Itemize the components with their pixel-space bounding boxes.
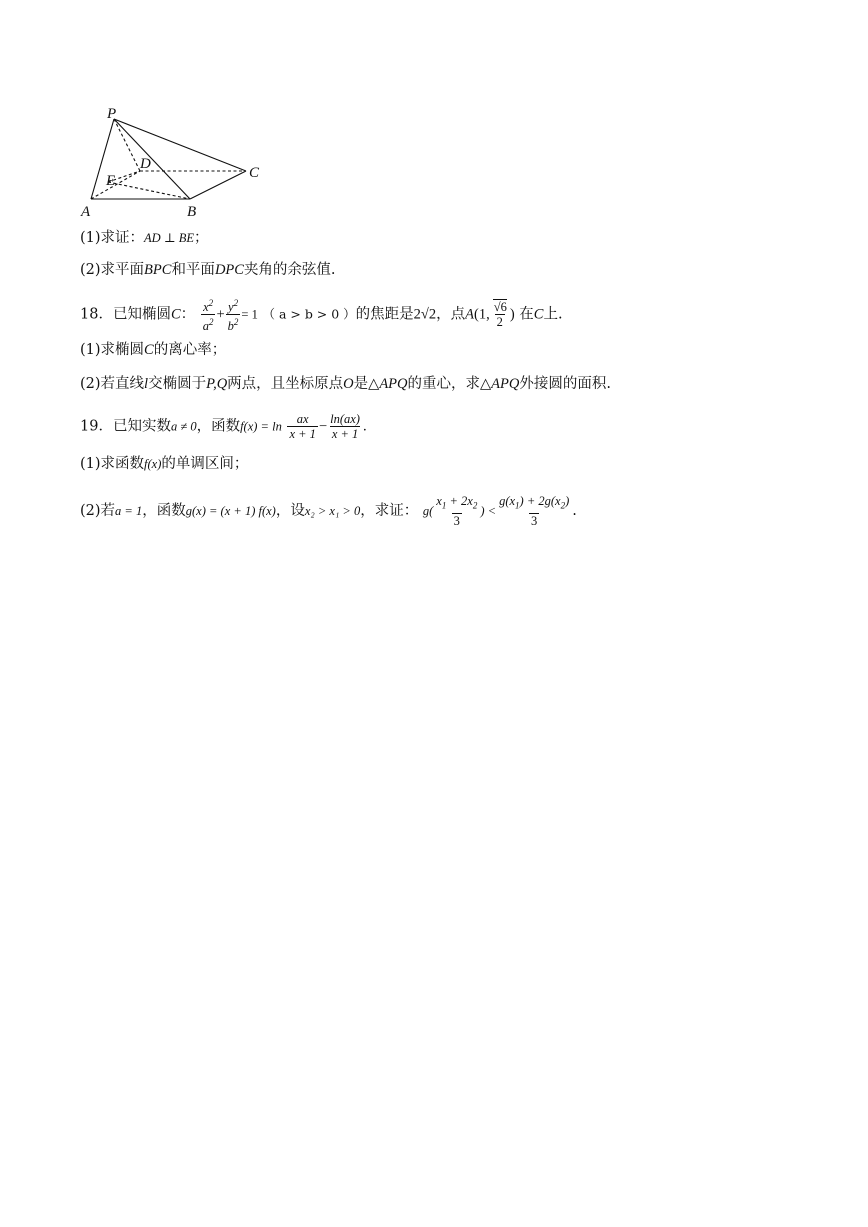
ellipse-c-p1: C — [144, 342, 154, 358]
q18-p2-text6: 外接圆的面积. — [519, 376, 611, 392]
x1-plus-2x2-over-3: $\frac{x_1 + 2x_2}{3}$ — [436, 494, 478, 528]
q18-focal-text: 的焦距是 — [355, 306, 414, 323]
q19-p1-prefix: (1)求函数 — [80, 456, 145, 472]
q18-part1 — [80, 340, 226, 360]
q19-p2-text2: ，设 — [275, 502, 305, 519]
q18-p1-prefix: (1)求椭圆 — [80, 342, 145, 358]
q19-p2-text3: ，求证： — [360, 502, 419, 519]
q19-condition: a ≠ 0 — [170, 419, 197, 434]
q18-colon: ： — [180, 306, 196, 323]
y2-over-b2: $\frac{y^2}{b^2}$ — [227, 298, 239, 334]
q18-p2-text5: 的重心，求△ — [407, 376, 492, 392]
label-P: P — [107, 106, 117, 122]
q18-stem: 18．已知椭圆C： $\frac{x^2}{a^2}$ + $\frac{y^2}{b^2}$ = 1 （ a > b > 0 ）的焦距是2√2，点A(1, $\frac{√6}{2}$ ) 在C上. — [80, 298, 563, 334]
label-C: C — [249, 165, 260, 181]
edge-BC — [190, 171, 246, 199]
points-pq: P,Q — [206, 376, 228, 392]
ax-over-x-plus-1: $\frac{ax}{x + 1}$ — [289, 412, 316, 441]
q18-number: 18．已知椭圆 — [80, 306, 171, 323]
q18-on-suffix: 上. — [543, 306, 563, 323]
sqrt6-over-2: $\frac{√6}{2}$ — [493, 300, 507, 330]
q19-gx: g(x) = (x + 1) f(x) — [185, 503, 276, 518]
x2-over-a2: $\frac{x^2}{a^2}$ — [202, 298, 214, 334]
q19-part1 — [80, 454, 248, 474]
q18-part2 — [80, 374, 611, 394]
edge-EB — [108, 182, 190, 199]
q19-p1-suffix: 的单调区间； — [161, 456, 249, 472]
q19-func-text: ，函数 — [196, 418, 241, 435]
q18-on: 在 — [519, 306, 534, 323]
edge-PC — [114, 119, 246, 171]
ellipse-c-ref: C — [533, 306, 544, 323]
q17-part2-prefix: (2)求平面 — [80, 262, 145, 278]
q17-part1-formula: AD ⊥ BE — [144, 231, 194, 245]
triangle-apq-ref: APQ — [491, 376, 520, 392]
lnax-over-x-plus-1: $\frac{\ln(ax)}{x + 1}$ — [330, 412, 360, 441]
label-B: B — [187, 204, 197, 220]
plane-bpc: BPC — [144, 262, 172, 278]
q18-condition: （ a > b > 0 ） — [262, 306, 356, 322]
q18-p2-text3: 两点，且坐标原点 — [227, 376, 344, 392]
edge-PD — [114, 119, 140, 171]
q19-a1: a = 1 — [115, 503, 143, 518]
q19-end: . — [572, 502, 577, 519]
q18-p2-text2: 交椭圆于 — [148, 376, 207, 392]
q19-part2: (2)若a = 1，函数g(x) = (x + 1) f(x)，设x₂ > x₁ > 0，求证： g( $\frac{x_1 + 2x_2}{3}$ ) < $\frac{g(x_1) + 2g(x_2)}{3}$ . — [80, 494, 577, 528]
q17-part2-suffix: 夹角的余弦值. — [243, 262, 336, 278]
gx1-plus-2gx2-over-3: $\frac{g(x_1) + 2g(x_2)}{3}$ — [499, 494, 570, 528]
q19-fx: f(x) = ln — [240, 419, 282, 434]
label-E: E — [106, 173, 116, 189]
triangle-apq: APQ — [379, 376, 408, 392]
q17-part2 — [80, 260, 336, 280]
origin-o: O — [343, 376, 354, 392]
q17-part1-prefix: (1)求证： — [80, 230, 145, 246]
label-A: A — [81, 204, 91, 220]
pyramid-figure — [76, 100, 276, 224]
q17-part1 — [80, 228, 209, 248]
q19-p1-fx: f(x) — [144, 457, 162, 471]
q17-and: 和平面 — [171, 262, 215, 278]
label-D: D — [140, 156, 151, 172]
ellipse-c: C — [170, 306, 181, 323]
q18-p2-text1: (2)若直线 — [80, 376, 145, 392]
point-a: A — [465, 306, 474, 323]
q19-p2-text1: ，函数 — [142, 502, 186, 519]
q17-part1-suffix: ； — [194, 230, 209, 246]
q18-focal-value: 2√2 — [413, 306, 437, 323]
plane-dpc: DPC — [214, 262, 244, 278]
q18-point-text: ，点 — [436, 306, 466, 323]
edge-PB — [114, 119, 190, 199]
q18-p2-text4: 是△ — [353, 376, 380, 392]
line-l: l — [144, 376, 149, 392]
q19-number: 19．已知实数 — [80, 418, 171, 435]
q19-stem: 19．已知实数a ≠ 0，函数f(x) = ln $\frac{ax}{x + 1}$ − $\frac{\ln(ax)}{x + 1}$ . — [80, 412, 367, 441]
q19-cond2: x₂ > x₁ > 0 — [304, 503, 361, 518]
q18-p1-suffix: 的离心率； — [153, 342, 227, 358]
q19-p2-prefix: (2)若 — [80, 502, 116, 519]
